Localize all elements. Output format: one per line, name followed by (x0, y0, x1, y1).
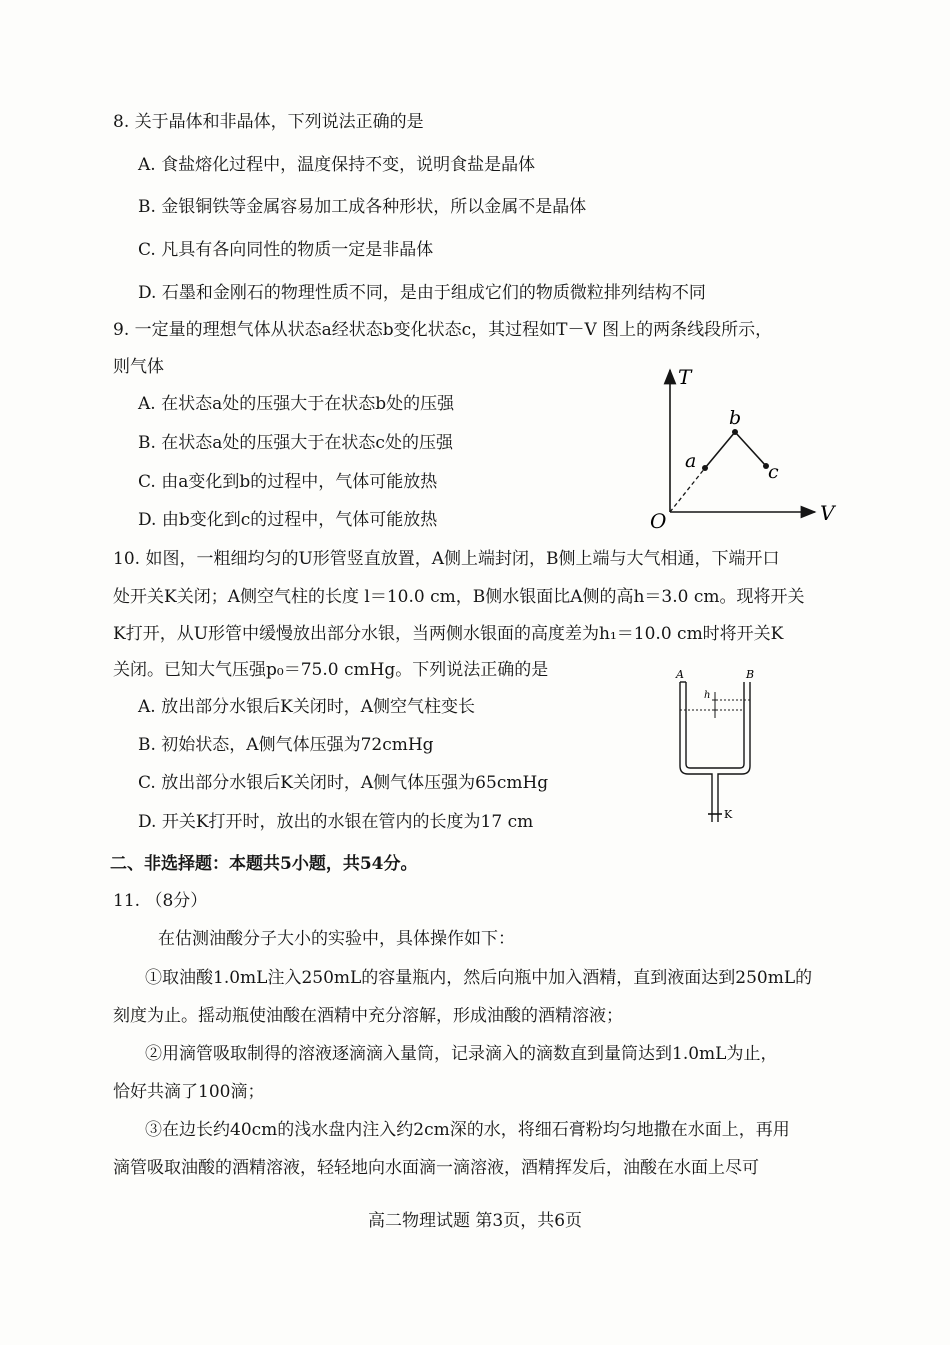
label-a: A (676, 668, 684, 681)
q9-option-d: D. 由b变化到c的过程中，气体可能放热 (138, 510, 438, 530)
q9-option-c: C. 由a变化到b的过程中，气体可能放热 (138, 472, 438, 492)
q10-stem-line4: 关闭。已知大气压强p₀＝75.0 cmHg。下列说法正确的是 (113, 660, 549, 680)
q11-step2-line1: ②用滴管吸取制得的溶液逐滴滴入量筒，记录滴入的滴数直到量筒达到1.0mL为止， (145, 1044, 778, 1064)
origin-label: O (650, 509, 667, 533)
label-k: K (724, 808, 733, 821)
point-b-dot (732, 429, 738, 435)
point-a-label: a (685, 450, 697, 472)
q10-stem-line1: 10. 如图，一粗细均匀的U形管竖直放置，A侧上端封闭，B侧上端与大气相通，下端开口 (113, 549, 780, 569)
q10-option-b: B. 初始状态，A侧气体压强为72cmHg (138, 735, 434, 755)
q9-option-b: B. 在状态a处的压强大于在状态c处的压强 (138, 433, 453, 453)
q11-header: 11. （8分） (113, 891, 208, 911)
q8-option-d: D. 石墨和金刚石的物理性质不同，是由于组成它们的物质微粒排列结构不同 (138, 283, 706, 303)
q9-option-a: A. 在状态a处的压强大于在状态b处的压强 (138, 394, 455, 414)
q10-option-a: A. 放出部分水银后K关闭时，A侧空气柱变长 (138, 697, 476, 717)
q9-stem-line2: 则气体 (113, 357, 164, 377)
v-axis-label: V (820, 501, 835, 525)
origin-dashed-line (670, 468, 705, 512)
q11-step1-line1: ①取油酸1.0mL注入250mL的容量瓶内，然后向瓶中加入酒精，直到液面达到250mL的 (145, 968, 813, 988)
point-b-label: b (729, 407, 742, 429)
q9-stem-line1: 9. 一定量的理想气体从状态a经状态b变化状态c，其过程如T－V 图上的两条线段所示， (113, 320, 773, 340)
label-h: h (704, 690, 711, 701)
page-footer: 高二物理试题 第3页，共6页 (367, 1211, 583, 1231)
tv-graph-figure (640, 360, 850, 535)
point-a-dot (702, 465, 708, 471)
q11-step3-line2: 滴管吸取油酸的酒精溶液，轻轻地向水面滴一滴溶液，酒精挥发后，油酸在水面上尽可 (113, 1158, 759, 1178)
segment-bc (735, 432, 766, 466)
point-c-label: c (768, 461, 779, 483)
segment-ab (705, 432, 735, 468)
t-axis-label: T (678, 365, 692, 389)
q11-step2-line2: 恰好共滴了100滴； (113, 1082, 265, 1102)
q8-stem: 8. 关于晶体和非晶体，下列说法正确的是 (113, 112, 424, 132)
q11-step3-line1: ③在边长约40cm的浅水盘内注入约2cm深的水，将细石膏粉均匀地撒在水面上，再用 (145, 1120, 790, 1140)
q8-option-b: B. 金银铜铁等金属容易加工成各种形状，所以金属不是晶体 (138, 197, 587, 217)
q11-step1-line2: 刻度为止。摇动瓶使油酸在酒精中充分溶解，形成油酸的酒精溶液； (113, 1006, 623, 1026)
label-b: B (746, 668, 755, 681)
q10-option-d: D. 开关K打开时，放出的水银在管内的长度为17 cm (138, 812, 534, 832)
section2-title: 二、非选择题：本题共5小题，共54分。 (110, 854, 418, 874)
q10-stem-line3: K打开，从U形管中缓慢放出部分水银，当两侧水银面的高度差为h₁＝10.0 cm时将开关K (113, 624, 784, 644)
u-tube-figure (668, 666, 768, 826)
q8-option-c: C. 凡具有各向同性的物质一定是非晶体 (138, 240, 434, 260)
q10-stem-line2: 处开关K关闭；A侧空气柱的长度 l＝10.0 cm，B侧水银面比A侧的高h＝3.0 cm。现将开关 (113, 587, 805, 607)
q10-option-c: C. 放出部分水银后K关闭时，A侧气体压强为65cmHg (138, 773, 549, 793)
q11-intro: 在估测油酸分子大小的实验中，具体操作如下： (158, 929, 515, 949)
q8-option-a: A. 食盐熔化过程中，温度保持不变，说明食盐是晶体 (138, 155, 536, 175)
